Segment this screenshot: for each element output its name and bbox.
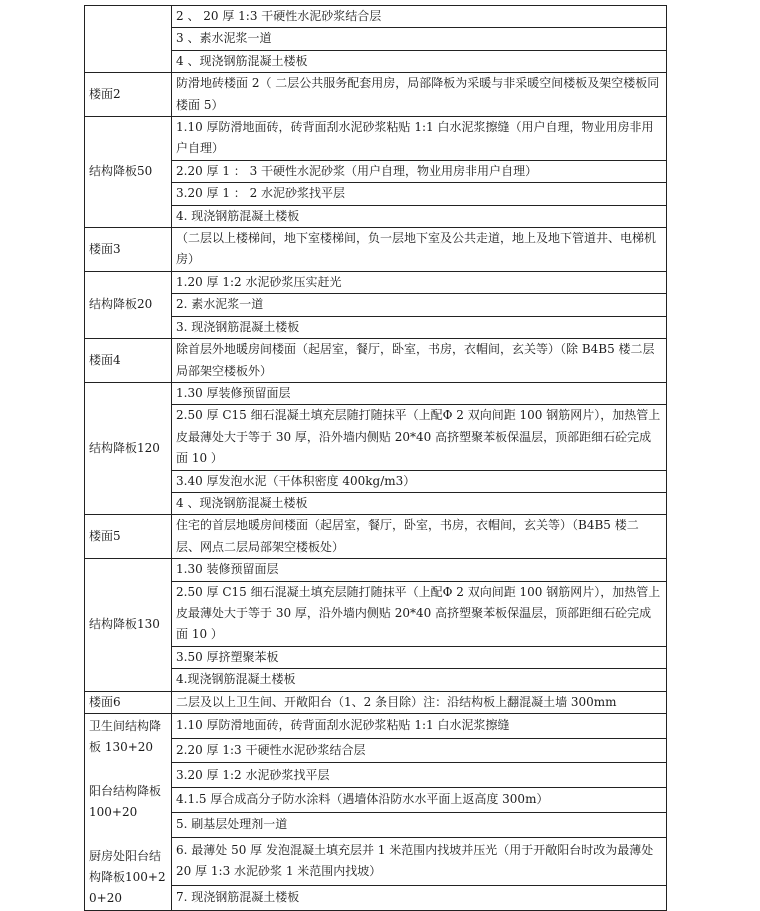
table-row <box>85 316 667 338</box>
table-row <box>85 837 667 885</box>
row-label-line: 卫生间结构降板 130+20 <box>89 719 162 755</box>
layer-item: 二层及以上卫生间、开敞阳台（1、2 条目除）注：沿结构板上翻混凝土墙 300mm <box>172 691 667 713</box>
layer-item: 7. 现浇钢筋混凝土楼板 <box>172 886 667 911</box>
table-row <box>85 382 667 404</box>
row-label: 结构降板20 <box>85 271 172 338</box>
row-label-multi <box>85 714 172 911</box>
layer-item: 1.20 厚 1:2 水泥砂浆压实赶光 <box>172 271 667 293</box>
table-row <box>85 294 667 316</box>
table-row <box>85 6 667 28</box>
table-row <box>85 559 667 581</box>
table-row <box>85 492 667 514</box>
layer-item: 住宅的首层地暖房间楼面（起居室，餐厅，卧室，书房，衣帽间，玄关等）（B4B5 楼二层、网点二层局部架空楼板处） <box>172 515 667 559</box>
table-row <box>85 160 667 182</box>
row-label: 楼面2 <box>85 73 172 117</box>
floor-construction-table <box>84 5 667 911</box>
table-row <box>85 117 667 161</box>
table-row <box>85 405 667 470</box>
table-row <box>85 691 667 713</box>
table-row <box>85 788 667 813</box>
table-row <box>85 183 667 205</box>
layer-item: 3.40 厚发泡水泥（干体积密度 400kg/m3） <box>172 470 667 492</box>
layer-item: 4 、现浇钢筋混凝土楼板 <box>172 50 667 72</box>
row-label: 结构降板130 <box>85 559 172 691</box>
layer-item: 2.20 厚 1 ： 3 干硬性水泥砂浆（用户自理，物业用房非用户自理） <box>172 160 667 182</box>
row-label: 结构降板120 <box>85 382 172 514</box>
table-row <box>85 73 667 117</box>
table-row <box>85 738 667 763</box>
layer-item: 2. 素水泥浆一道 <box>172 294 667 316</box>
layer-item: 4.1.5 厚合成高分子防水涂料（遇墙体沿防水水平面上返高度 300m） <box>172 788 667 813</box>
row-label: 结构降板50 <box>85 117 172 228</box>
layer-item: （二层以上楼梯间，地下室楼梯间，负一层地下室及公共走道，地上及地下管道井、电梯机房） <box>172 228 667 272</box>
table-row <box>85 205 667 227</box>
layer-item: 4 、现浇钢筋混凝土楼板 <box>172 492 667 514</box>
table-row <box>85 470 667 492</box>
table-row <box>85 714 667 739</box>
table-row <box>85 339 667 383</box>
table-row <box>85 271 667 293</box>
row-label-line: 厨房处阳台结构降板100+20+20 <box>89 848 166 906</box>
table-row <box>85 812 667 837</box>
layer-item: 4. 现浇钢筋混凝土楼板 <box>172 205 667 227</box>
layer-item: 3.20 厚 1 ： 2 水泥砂浆找平层 <box>172 183 667 205</box>
table-row <box>85 581 667 646</box>
row-label <box>85 6 172 73</box>
table-row <box>85 515 667 559</box>
layer-item: 1.10 厚防滑地面砖，砖背面刮水泥砂浆粘贴 1:1 白水泥浆擦缝（用户自理，物业用房非用户自理） <box>172 117 667 161</box>
layer-item: 6. 最薄处 50 厚 发泡混凝土填充层并 1 米范围内找坡并压光（用于开敞阳台时改为最薄处 20 厚 1:3 水泥砂浆 1 米范围内找坡） <box>172 837 667 885</box>
layer-item: 2.20 厚 1:3 干硬性水泥砂浆结合层 <box>172 738 667 763</box>
layer-item: 4.现浇钢筋混凝土楼板 <box>172 669 667 691</box>
layer-item: 1.30 厚装修预留面层 <box>172 382 667 404</box>
layer-item: 3.50 厚挤塑聚苯板 <box>172 646 667 668</box>
row-label: 楼面3 <box>85 228 172 272</box>
layer-item: 3 、素水泥浆一道 <box>172 28 667 50</box>
row-label: 楼面5 <box>85 515 172 559</box>
table-row <box>85 28 667 50</box>
layer-item: 除首层外地暖房间楼面（起居室，餐厅，卧室，书房，衣帽间，玄关等）（除 B4B5 楼二层局部架空楼板外） <box>172 339 667 383</box>
layer-item: 1.10 厚防滑地面砖，砖背面刮水泥砂浆粘贴 1:1 白水泥浆擦缝 <box>172 714 667 739</box>
layer-item: 1.30 装修预留面层 <box>172 559 667 581</box>
row-label: 楼面6 <box>85 691 172 713</box>
table-row <box>85 886 667 911</box>
layer-item: 5. 刷基层处理剂一道 <box>172 812 667 837</box>
layer-item: 2 、 20 厚 1:3 干硬性水泥砂浆结合层 <box>172 6 667 28</box>
table-row <box>85 669 667 691</box>
table-row <box>85 763 667 788</box>
row-label: 楼面4 <box>85 339 172 383</box>
layer-item: 2.50 厚 C15 细石混凝土填充层随打随抹平（上配Φ 2 双向间距 100 钢筋网片），加热管上皮最薄处大于等于 30 厚，沿外墙内侧贴 20*40 高挤塑聚苯板保温层，顶部距细石砼完成面 10 ） <box>172 405 667 470</box>
layer-item: 防滑地砖楼面 2（ 二层公共服务配套用房，局部降板为采暖与非采暖空间楼板及架空楼板同楼面 5） <box>172 73 667 117</box>
table-row <box>85 646 667 668</box>
table-row <box>85 50 667 72</box>
row-label-line: 阳台结构降板 100+20 <box>89 783 162 820</box>
layer-item: 3. 现浇钢筋混凝土楼板 <box>172 316 667 338</box>
layer-item: 2.50 厚 C15 细石混凝土填充层随打随抹平（上配Φ 2 双向间距 100 钢筋网片），加热管上皮最薄处大于等于 30 厚，沿外墙内侧贴 20*40 高挤塑聚苯板保温层，顶部距细石砼完成面 10 ） <box>172 581 667 646</box>
table-row <box>85 228 667 272</box>
layer-item: 3.20 厚 1:2 水泥砂浆找平层 <box>172 763 667 788</box>
